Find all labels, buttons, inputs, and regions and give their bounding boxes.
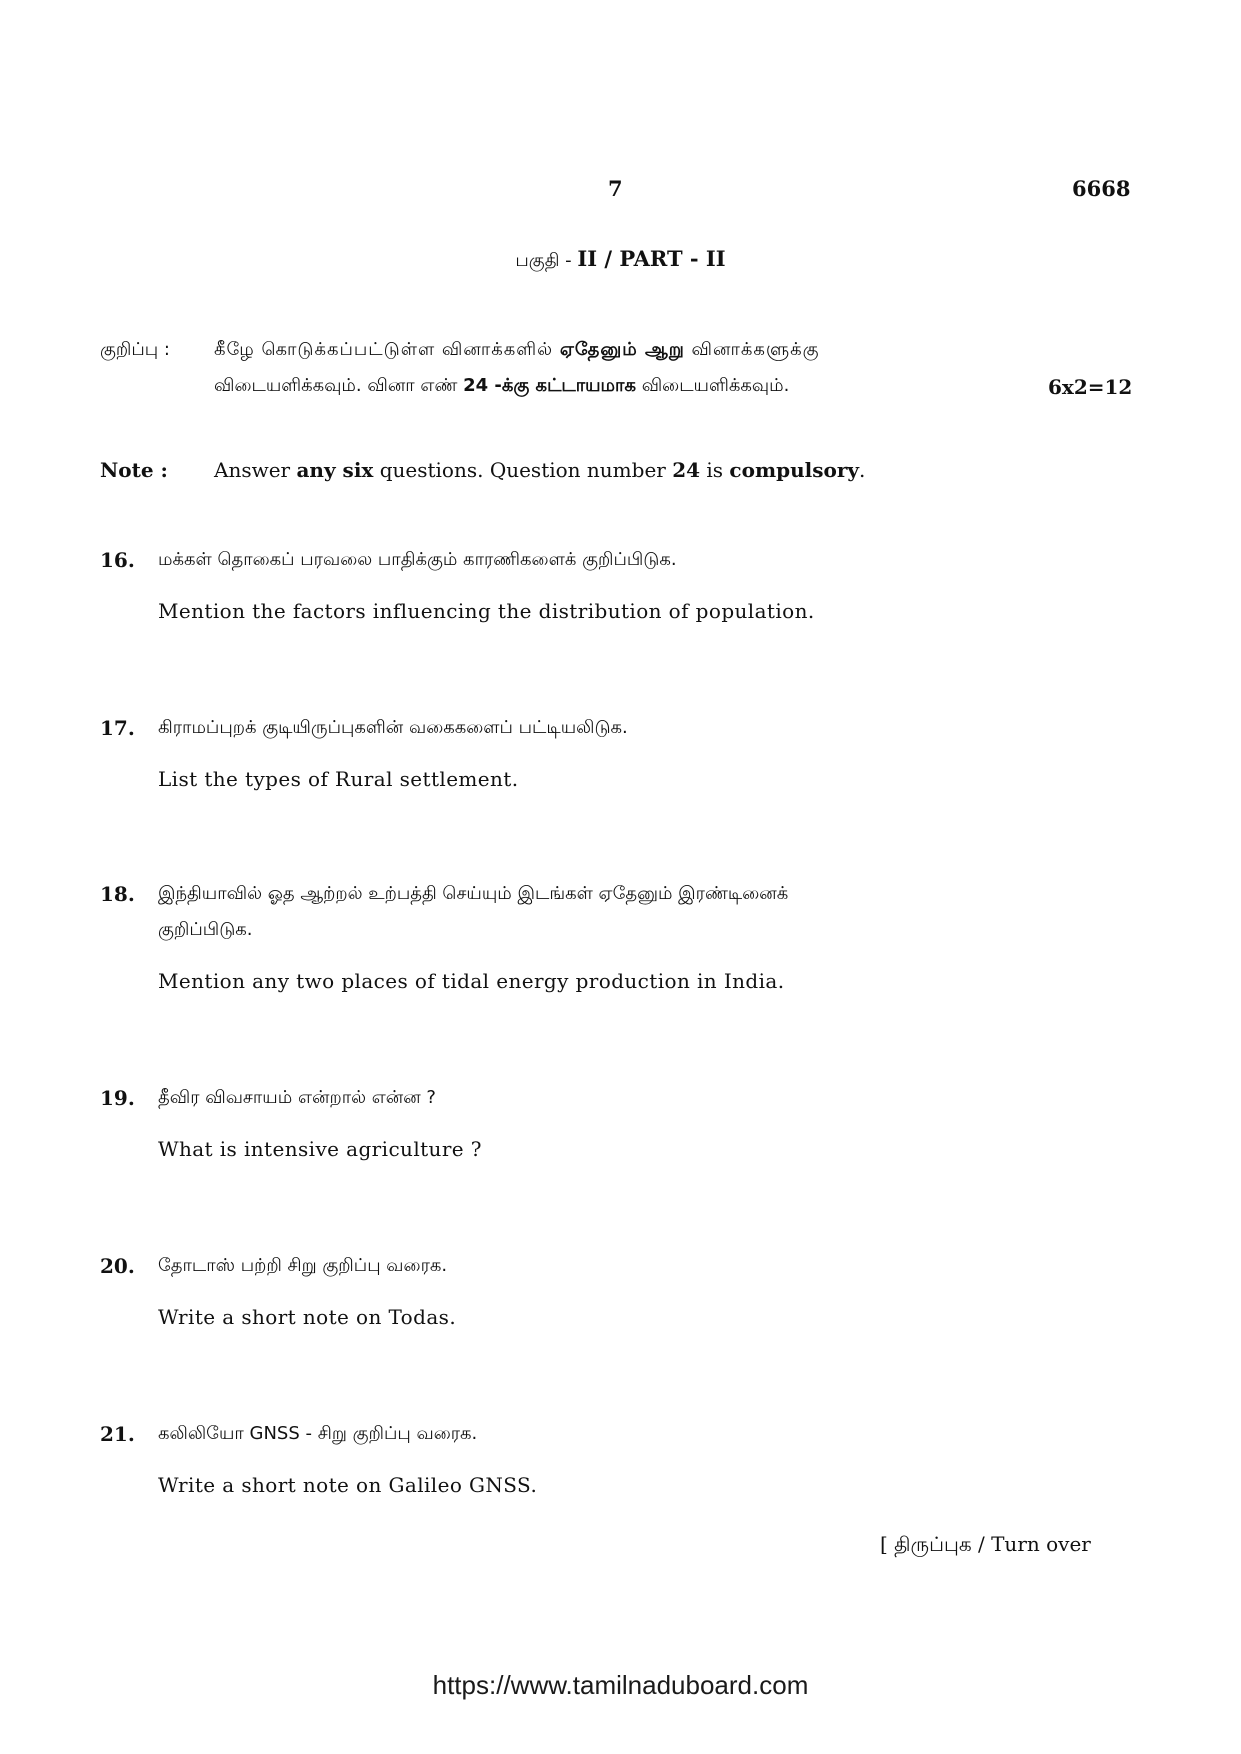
note-emphasis: any six [296, 458, 374, 482]
tamil-instruction-line-1 [214, 339, 820, 362]
question-english: Write a short note on Galileo GNSS. [158, 1473, 538, 1497]
question-number: 17. [100, 716, 135, 740]
tamil-instruction-text: விடையளிக்கவும். வினா எண் [214, 375, 464, 396]
note-text-part: is [700, 458, 730, 482]
tamil-instruction-text: விடையளிக்கவும். [635, 375, 790, 396]
part-heading-bold: II / PART - II [577, 246, 726, 271]
note-text-part: Answer [214, 458, 297, 482]
question-english: List the types of Rural settlement. [158, 767, 519, 791]
tamil-instruction-text: வினாக்களுக்கு [684, 339, 820, 360]
note-text-part: . [858, 458, 866, 482]
question-number: 18. [100, 882, 135, 906]
question-english: What is intensive agriculture ? [158, 1137, 482, 1161]
paper-code: 6668 [1072, 176, 1131, 201]
question-tamil: கிராமப்புறக் குடியிருப்புகளின் வகைகளைப் பட்டியலிடுக. [158, 717, 628, 738]
part-heading [0, 246, 1241, 273]
question-number: 21. [100, 1422, 135, 1446]
part-heading-tamil: பகுதி - [515, 250, 578, 271]
page-number: 7 [608, 176, 623, 201]
note-label: Note : [100, 458, 168, 482]
question-number: 20. [100, 1254, 135, 1278]
marks-scheme: 6x2=12 [1048, 375, 1133, 399]
tamil-instruction-line-2 [214, 375, 789, 398]
turn-over-marker: [ திருப்புக / Turn over [880, 1532, 1091, 1556]
note-text [214, 458, 865, 482]
question-tamil: தோடாஸ் பற்றி சிறு குறிப்பு வரைக. [158, 1255, 448, 1276]
note-text-part: questions. Question number [373, 458, 673, 482]
question-tamil: தீவிர விவசாயம் என்றால் என்ன ? [158, 1087, 436, 1108]
question-tamil: கலிலியோ GNSS - சிறு குறிப்பு வரைக. [158, 1423, 478, 1444]
footer-url: https://www.tamilnaduboard.com [432, 1670, 809, 1700]
note-emphasis: 24 [672, 458, 701, 482]
question-english: Mention the factors influencing the distribution of population. [158, 599, 815, 623]
question-number: 16. [100, 548, 135, 572]
tamil-instruction-text: கீழே கொடுக்கப்பட்டுள்ள வினாக்களில் [214, 339, 560, 360]
question-number: 19. [100, 1086, 135, 1110]
question-tamil-continued: குறிப்பிடுக. [158, 919, 253, 940]
tamil-instruction-emphasis: 24 -க்கு கட்டாயமாக [463, 375, 636, 396]
question-tamil: மக்கள் தொகைப் பரவலை பாதிக்கும் காரணிகளைக் குறிப்பிடுக. [158, 549, 677, 570]
tamil-instruction-label: குறிப்பு : [100, 339, 170, 360]
question-english: Write a short note on Todas. [158, 1305, 457, 1329]
question-tamil: இந்தியாவில் ஓத ஆற்றல் உற்பத்தி செய்யும் இடங்கள் ஏதேனும் இரண்டினைக் [158, 883, 789, 904]
question-english: Mention any two places of tidal energy production in India. [158, 969, 785, 993]
tamil-instruction-emphasis: ஏதேனும் ஆறு [559, 339, 685, 360]
note-emphasis: compulsory [729, 458, 859, 482]
